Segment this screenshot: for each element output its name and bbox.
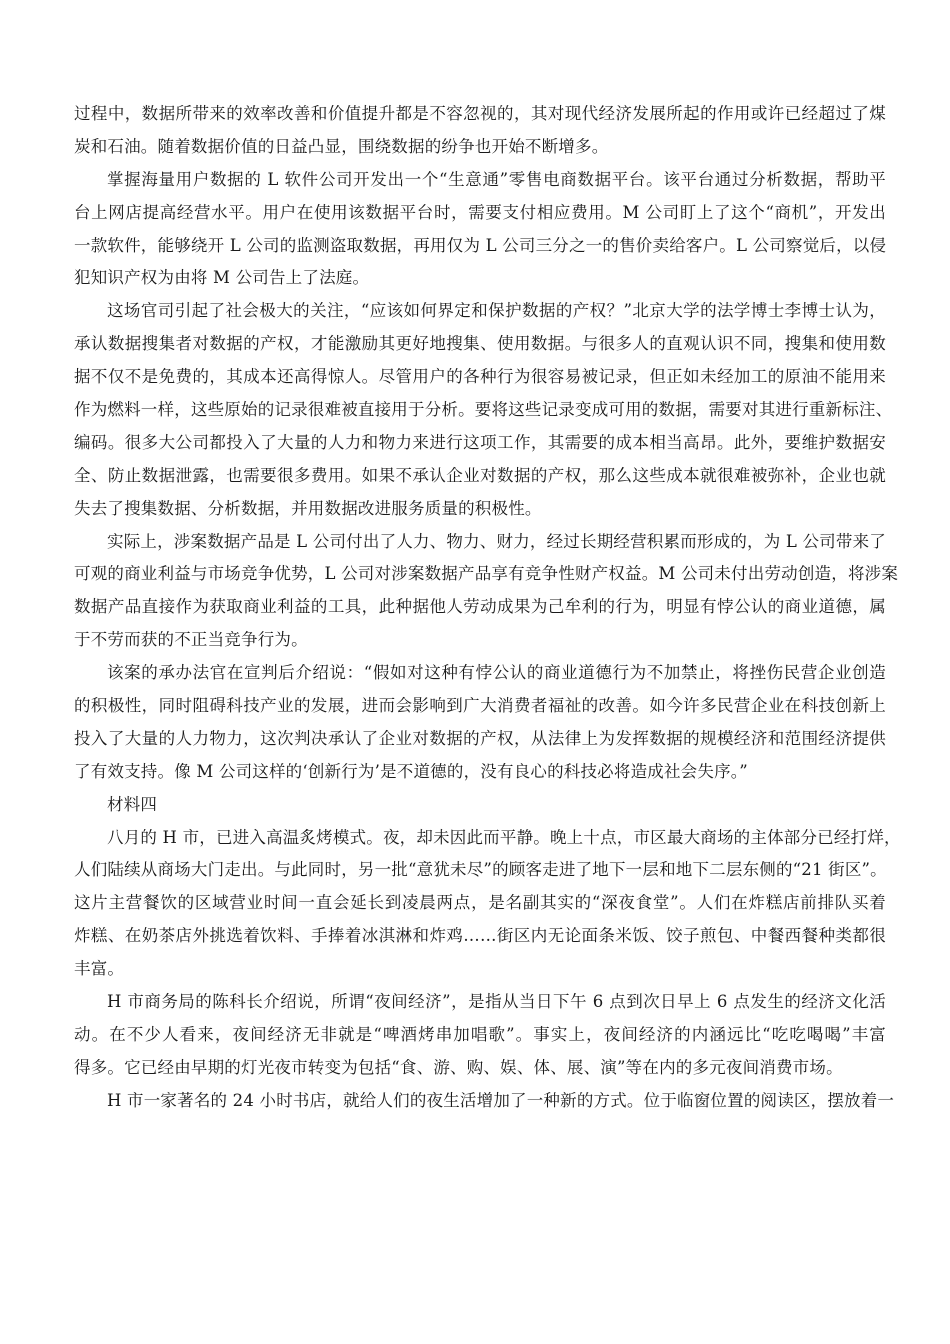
text-line: 可观的商业利益与市场竞争优势，L 公司对涉案数据产品享有竞争性财产权益。M 公司未付出劳动创造，将涉案: [74, 564, 899, 584]
text-line: 编码。很多大公司都投入了大量的人力和物力来进行这项工作，其需要的成本相当高昂。此外，要维护数据安: [74, 432, 886, 452]
text-line: 掌握海量用户数据的 L 软件公司开发出一个“生意通”零售电商数据平台。该平台通过分析数据，帮助平: [107, 169, 886, 189]
text-line: 数据产品直接作为获取商业利益的工具，此种据他人劳动成果为己牟利的行为，明显有悖公认的商业道德，属: [74, 597, 886, 617]
text-line: 这片主营餐饮的区域营业时间一直会延长到凌晨两点，是名副其实的“深夜食堂”。人们在炸糕店前排队买着: [74, 893, 886, 913]
text-line: H 市一家著名的 24 小时书店，就给人们的夜生活增加了一种新的方式。位于临窗位置的阅读区，摆放着一: [107, 1090, 895, 1110]
text-line: 失去了搜集数据、分析数据，并用数据改进服务质量的积极性。: [74, 498, 542, 518]
text-line: 该案的承办法官在宣判后介绍说：“假如对这种有悖公认的商业道德行为不加禁止，将挫伤民营企业创造: [107, 663, 886, 683]
document-body: [74, 98, 901, 1118]
text-line: 实际上，涉案数据产品是 L 公司付出了人力、物力、财力，经过长期经营积累而形成的，为 L 公司带来了: [107, 531, 886, 551]
text-line: 了有效支持。像 M 公司这样的‘创新行为’是不道德的，没有良心的科技必将造成社会失序。”: [74, 761, 748, 781]
text-line: 丰富。: [74, 959, 125, 979]
text-line: 动。在不少人看来，夜间经济无非就是“啤酒烤串加唱歌”。事实上，夜间经济的内涵远比“吃吃喝喝”丰富: [74, 1024, 886, 1044]
text-line: 犯知识产权为由将 M 公司告上了法庭。: [74, 268, 370, 288]
text-line: 投入了大量的人力物力，这次判决承认了企业对数据的产权，从法律上为发挥数据的规模经济和范围经济提供: [74, 728, 886, 748]
text-line: 的积极性，同时阻碍科技产业的发展，进而会影响到广大消费者福祉的改善。如今许多民营企业在科技创新上: [74, 696, 886, 716]
text-line: 据不仅不是免费的，其成本还高得惊人。尽管用户的各种行为很容易被记录，但正如未经加工的原油不能用来: [74, 367, 886, 387]
text-line: 材料四: [107, 794, 158, 814]
text-line: 于不劳而获的不正当竞争行为。: [74, 630, 308, 650]
text-line: 一款软件，能够绕开 L 公司的监测盗取数据，再用仅为 L 公司三分之一的售价卖给客户。L 公司察觉后，以侵: [74, 235, 887, 255]
text-line: 炭和石油。随着数据价值的日益凸显，围绕数据的纷争也开始不断增多。: [74, 136, 609, 156]
text-line: 八月的 H 市，已进入高温炙烤模式。夜，却未因此而平静。晚上十点，市区最大商场的主体部分已经打烊，: [107, 827, 901, 847]
text-line: 台上网店提高经营水平。用户在使用该数据平台时，需要支付相应费用。M 公司盯上了这个“商机”，开发出: [74, 202, 886, 222]
text-line: 炸糕、在奶茶店外挑选着饮料、手捧着冰淇淋和炸鸡……街区内无论面条米饭、饺子煎包、中餐西餐种类都很: [74, 926, 886, 946]
text-line: 承认数据搜集者对数据的产权，才能激励其更好地搜集、使用数据。与很多人的直观认识不同，搜集和使用数: [74, 334, 886, 354]
text-line: 人们陆续从商场大门走出。与此同时，另一批“意犹未尽”的顾客走进了地下一层和地下二层东侧的“21 街区”。: [74, 860, 887, 880]
text-line: 作为燃料一样，这些原始的记录很难被直接用于分析。要将这些记录变成可用的数据，需要对其进行重新标注、: [74, 400, 893, 420]
text-line: 全、防止数据泄露，也需要很多费用。如果不承认企业对数据的产权，那么这些成本就很难被弥补，企业也就: [74, 465, 886, 485]
text-line: H 市商务局的陈科长介绍说，所谓“夜间经济”，是指从当日下午 6 点到次日早上 6 点发生的经济文化活: [107, 992, 886, 1012]
text-line: 过程中，数据所带来的效率改善和价值提升都是不容忽视的，其对现代经济发展所起的作用或许已经超过了煤: [74, 104, 886, 123]
text-line: 这场官司引起了社会极大的关注，“应该如何界定和保护数据的产权？”北京大学的法学博士李博士认为，: [107, 301, 886, 321]
text-line: 得多。它已经由早期的灯光夜市转变为包括“食、游、购、娱、体、展、演”等在内的多元夜间消费市场。: [74, 1057, 843, 1077]
